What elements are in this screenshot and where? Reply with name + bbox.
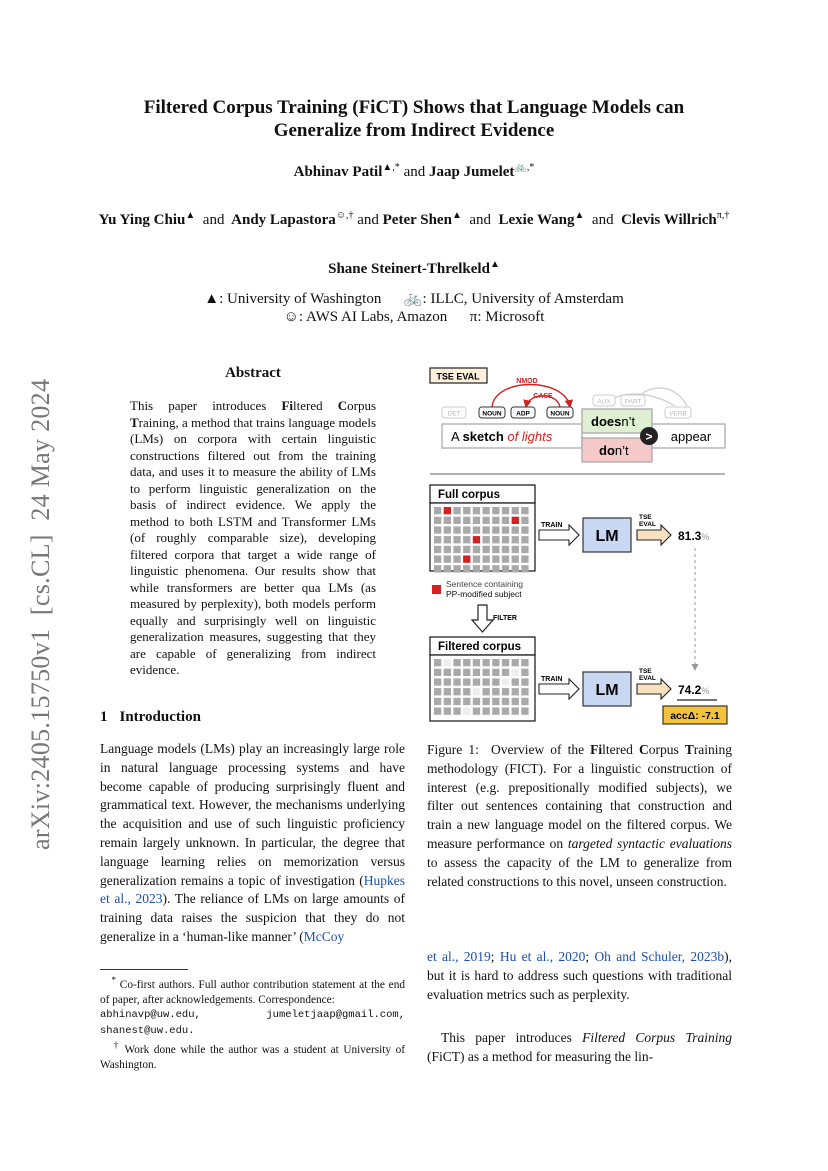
corpus-cell bbox=[453, 688, 460, 695]
corpus-cell bbox=[473, 507, 480, 514]
corpus-cell bbox=[463, 565, 470, 572]
author-name: Shane Steinert-Threlkeld bbox=[328, 261, 490, 277]
abstract-bold-t: T bbox=[130, 414, 139, 430]
corpus-cell bbox=[512, 565, 519, 572]
corpus-cell bbox=[483, 669, 490, 676]
good-verb-rest: n’t bbox=[621, 414, 636, 429]
abstract-bold-c: C bbox=[337, 398, 348, 413]
corpus-cell bbox=[502, 507, 509, 514]
author-sup: ▲ bbox=[451, 210, 462, 221]
corpus-cell bbox=[483, 688, 490, 695]
good-verb-bold: does bbox=[591, 414, 622, 429]
footnote-2 bbox=[100, 1039, 405, 1073]
corpus-cell bbox=[502, 659, 509, 666]
caption-text: orpus bbox=[648, 742, 685, 757]
corpus-cell bbox=[512, 708, 519, 715]
caption-text: raining methodology (FICT). For a linguistic construction of interest (e.g. prepositionally modified subjects), we filter out sentences containing that construction and train a new language model on the filtered corpus. We measure performance on bbox=[427, 742, 733, 851]
paper-title bbox=[0, 96, 828, 142]
corpus-cell bbox=[463, 546, 470, 553]
corpus-cell bbox=[492, 708, 499, 715]
corpus-cell bbox=[521, 546, 528, 553]
sentence-text bbox=[451, 429, 553, 444]
corpus-cell bbox=[492, 669, 499, 676]
corpus-cell bbox=[502, 536, 509, 543]
corpus-cell bbox=[444, 708, 451, 715]
corpus-cell bbox=[512, 556, 519, 563]
tse-arrow-bottom bbox=[637, 679, 671, 699]
author-name: Jaap Jumelet bbox=[428, 164, 515, 180]
author-sup: π,† bbox=[716, 210, 730, 221]
corpus-cell bbox=[521, 556, 528, 563]
corpus-cell bbox=[502, 698, 509, 705]
corpus-cell bbox=[483, 536, 490, 543]
corpus-cell bbox=[512, 659, 519, 666]
figure-caption bbox=[427, 741, 732, 891]
full-corpus-label: Full corpus bbox=[438, 489, 500, 501]
corpus-cell bbox=[463, 507, 470, 514]
author-name: Abhinav Patil bbox=[293, 164, 383, 180]
bad-verb-bold: do bbox=[599, 443, 615, 458]
corpus-cell bbox=[521, 669, 528, 676]
corpus-cell bbox=[434, 678, 441, 685]
citation-link[interactable]: Hupkes et al., 2023 bbox=[100, 872, 405, 907]
email-link[interactable]: jumeletjaap@gmail.com, bbox=[266, 1008, 405, 1021]
corpus-cell bbox=[483, 659, 490, 666]
corpus-cell bbox=[473, 678, 480, 685]
corpus-cell-filtered-sentence bbox=[473, 536, 480, 543]
corpus-cell bbox=[463, 526, 470, 533]
caption-bold-c: C bbox=[638, 742, 649, 757]
score-full bbox=[678, 529, 709, 543]
corpus-cell bbox=[483, 517, 490, 524]
right-col-paragraph-1 bbox=[427, 948, 732, 1004]
score-filtered-value: 74.2 bbox=[678, 683, 702, 697]
pos-tag-part-label: PART bbox=[624, 398, 642, 406]
corpus-cell bbox=[512, 526, 519, 533]
author-sup: ☺,† bbox=[335, 210, 354, 221]
corpus-cell bbox=[521, 536, 528, 543]
corpus-cell bbox=[512, 507, 519, 514]
and-word: and bbox=[202, 212, 225, 228]
right-col-paragraph-2 bbox=[427, 1029, 732, 1067]
corpus-cell bbox=[444, 517, 451, 524]
corpus-cell bbox=[453, 669, 460, 676]
corpus-cell bbox=[473, 659, 480, 666]
train-label-bottom: TRAIN bbox=[541, 676, 563, 683]
email-row bbox=[100, 1008, 405, 1023]
tse-eval-tag-label: TSE EVAL bbox=[436, 371, 480, 382]
arxiv-id: arXiv:2405.15750v1 [cs.CL] 24 May 2024 bbox=[26, 378, 55, 850]
score-full-value: 81.3 bbox=[678, 529, 702, 543]
tse-label-top-1: TSE bbox=[639, 514, 652, 521]
lm-label-top: LM bbox=[595, 528, 619, 545]
corpus-cell bbox=[453, 678, 460, 685]
corpus-cell bbox=[492, 659, 499, 666]
legend-swatch bbox=[432, 585, 441, 594]
corpus-cell bbox=[512, 688, 519, 695]
good-verb-text bbox=[591, 414, 635, 429]
corpus-cell bbox=[453, 556, 460, 563]
body-emph: Filtered Corpus Training bbox=[582, 1030, 732, 1045]
corpus-cell bbox=[444, 688, 451, 695]
footnote-rule bbox=[100, 969, 188, 970]
body-text: ). The reliance of LMs on large amounts of training data raises the suspicion that they do not generalize in a ‘human-like manner’ ( bbox=[100, 891, 405, 944]
corpus-cell-removed bbox=[502, 678, 509, 685]
corpus-cell bbox=[502, 546, 509, 553]
corpus-cell bbox=[512, 546, 519, 553]
corpus-cell bbox=[483, 556, 490, 563]
corpus-cell bbox=[473, 556, 480, 563]
caption-text: Overview of the bbox=[478, 742, 591, 757]
corpus-cell bbox=[502, 688, 509, 695]
corpus-cell bbox=[434, 517, 441, 524]
corpus-cell-filtered-sentence bbox=[512, 517, 519, 524]
corpus-cell bbox=[521, 708, 528, 715]
pos-tag-verb-label: VERB bbox=[669, 410, 687, 418]
corpus-cell bbox=[453, 698, 460, 705]
corpus-cell bbox=[453, 517, 460, 524]
corpus-cell bbox=[453, 536, 460, 543]
abstract-text: raining, a method that trains language models (LMs) on corpora with certain linguistic constructions filtered out from the training data, and uses it to measure the ability of LMs to perform linguistic generalization on the basis of indirect evidence. We apply the method to both LSTM and Transformer LMs (of roughly comparable size), developing filtered corpora that target a wide range of linguistic phenomena. Our results show that while transformers are better qua LMs (as measured by perplexity), both models perform equally and surprisingly well on linguistic generalization measures, suggesting that they are capable of generalizing from indirect evidence. bbox=[130, 414, 376, 677]
corpus-cell bbox=[521, 659, 528, 666]
intro-paragraph bbox=[100, 740, 405, 947]
and-word: and bbox=[469, 212, 492, 228]
abstract-heading: Abstract bbox=[225, 365, 281, 381]
corpus-cell bbox=[512, 536, 519, 543]
abstract-text: This paper introduces bbox=[130, 398, 282, 413]
corpus-cell bbox=[463, 698, 470, 705]
corpus-cell bbox=[502, 517, 509, 524]
corpus-cell bbox=[444, 565, 451, 572]
figure-1-diagram bbox=[425, 362, 735, 732]
lm-label-bottom: LM bbox=[595, 682, 619, 699]
author-name: Lexie Wang bbox=[498, 212, 575, 228]
corpus-cell bbox=[453, 546, 460, 553]
corpus-cell bbox=[483, 565, 490, 572]
caption-bold-t: T bbox=[684, 742, 694, 757]
sentence-word-a: A bbox=[451, 429, 463, 444]
corpus-cell bbox=[521, 565, 528, 572]
score-full-pct: % bbox=[701, 532, 710, 542]
section-heading bbox=[100, 709, 201, 726]
corpus-cell bbox=[434, 556, 441, 563]
corpus-cell bbox=[463, 678, 470, 685]
corpus-cell bbox=[492, 546, 499, 553]
section-title: Introduction bbox=[119, 709, 201, 725]
body-text: ), but it is hard to address such questions with traditional evaluation metrics such as perplexity. bbox=[427, 949, 732, 1002]
author-sup: ▲ bbox=[185, 210, 196, 221]
corpus-cell bbox=[434, 708, 441, 715]
corpus-cell bbox=[434, 669, 441, 676]
sentence-word-sketch: sketch bbox=[462, 429, 504, 444]
corpus-cell bbox=[434, 688, 441, 695]
figure-1 bbox=[425, 362, 735, 732]
corpus-cell bbox=[502, 526, 509, 533]
corpus-cell bbox=[434, 565, 441, 572]
corpus-cell bbox=[521, 688, 528, 695]
sentence-word-of-lights: of lights bbox=[503, 429, 553, 444]
citation-link[interactable]: McCoy bbox=[303, 928, 345, 944]
body-text: (FiCT) as a method for measuring the lin- bbox=[427, 1048, 654, 1064]
filter-arrow bbox=[472, 605, 493, 632]
legend-line-2: PP-modified subject bbox=[446, 589, 522, 599]
and-word: and bbox=[357, 212, 379, 228]
footnote-mark: † bbox=[113, 1040, 121, 1051]
train-label-top: TRAIN bbox=[541, 522, 563, 529]
author-sup: ▲ bbox=[574, 210, 585, 221]
corpus-cell bbox=[473, 526, 480, 533]
corpus-cell bbox=[453, 565, 460, 572]
corpus-cell-removed bbox=[512, 669, 519, 676]
acc-delta-label: accΔ: -7.1 bbox=[670, 710, 720, 722]
author-name: Peter Shen bbox=[382, 212, 452, 228]
caption-text: to assess the capacity of the LM to generalize from related constructions to this novel, unseen construction. bbox=[427, 854, 732, 889]
corpus-cell bbox=[473, 565, 480, 572]
pos-tag-noun-1-label: NOUN bbox=[482, 410, 502, 418]
authors-row-3 bbox=[0, 259, 828, 278]
corpus-cell bbox=[521, 507, 528, 514]
corpus-cell-removed bbox=[444, 659, 451, 666]
author-name: Yu Ying Chiu bbox=[98, 212, 186, 228]
caption-emph: targeted syntactic evaluations bbox=[567, 835, 732, 851]
corpus-cell bbox=[492, 507, 499, 514]
footnotes bbox=[100, 974, 405, 1073]
corpus-cell bbox=[453, 526, 460, 533]
tse-arrow-top bbox=[637, 525, 671, 545]
corpus-cell bbox=[492, 556, 499, 563]
and-word: and bbox=[591, 212, 614, 228]
arxiv-stamp bbox=[18, 355, 58, 855]
authors-row-2 bbox=[0, 210, 828, 229]
corpus-cell bbox=[434, 526, 441, 533]
caption-text: ltered bbox=[602, 742, 639, 757]
pos-tag-noun-2-label: NOUN bbox=[550, 410, 570, 418]
corpus-cell bbox=[483, 698, 490, 705]
corpus-cell bbox=[492, 688, 499, 695]
corpus-cell bbox=[463, 517, 470, 524]
abstract-body bbox=[130, 398, 376, 679]
legend-line-1: Sentence containing bbox=[446, 579, 524, 589]
abstract-bold-fi: Fi bbox=[281, 398, 294, 413]
corpus-cell bbox=[521, 698, 528, 705]
pos-tag-det-label: DET bbox=[447, 410, 461, 418]
author-sup: 🚲,* bbox=[514, 162, 535, 173]
compare-symbol: > bbox=[645, 429, 653, 444]
pos-tag-aux-label: AUX bbox=[597, 398, 611, 406]
corpus-cell-filtered-sentence bbox=[463, 556, 470, 563]
corpus-cell bbox=[453, 708, 460, 715]
corpus-cell bbox=[463, 536, 470, 543]
corpus-cell bbox=[512, 698, 519, 705]
body-text: ; bbox=[585, 949, 595, 964]
corpus-cell bbox=[492, 517, 499, 524]
corpus-cell bbox=[434, 536, 441, 543]
author-name: Andy Lapastora bbox=[231, 212, 336, 228]
and-word: and bbox=[403, 164, 426, 180]
footnote-text: Co-first authors. Full author contribution statement at the end of paper, after acknowledgements. Correspondence: bbox=[100, 978, 405, 1006]
bad-verb-rest: n’t bbox=[614, 443, 629, 458]
corpus-cell bbox=[463, 659, 470, 666]
tse-label-bottom-1: TSE bbox=[639, 668, 652, 675]
corpus-cell bbox=[521, 517, 528, 524]
corpus-cell bbox=[444, 536, 451, 543]
corpus-cell bbox=[473, 708, 480, 715]
corpus-cell bbox=[502, 669, 509, 676]
corpus-cell bbox=[492, 526, 499, 533]
corpus-cell bbox=[483, 678, 490, 685]
case-arc-label: CASE bbox=[533, 393, 553, 400]
caption-bold-fi: Fi bbox=[590, 742, 603, 757]
corpus-cell bbox=[473, 669, 480, 676]
corpus-cell bbox=[444, 556, 451, 563]
corpus-cell-removed bbox=[473, 688, 480, 695]
corpus-cell bbox=[444, 678, 451, 685]
body-text: ; bbox=[490, 949, 500, 964]
corpus-cell-filtered-sentence bbox=[444, 507, 451, 514]
corpus-cell bbox=[453, 659, 460, 666]
corpus-cell bbox=[434, 659, 441, 666]
corpus-cell bbox=[473, 546, 480, 553]
email-link[interactable]: shanest@uw.edu. bbox=[100, 1024, 195, 1037]
score-filtered bbox=[678, 683, 709, 697]
corpus-cell bbox=[483, 526, 490, 533]
corpus-cell bbox=[463, 688, 470, 695]
corpus-cell bbox=[492, 565, 499, 572]
abstract-text: orpus bbox=[347, 398, 376, 413]
abstract-text: ltered bbox=[293, 398, 338, 413]
citation-link[interactable]: et al., 2019 bbox=[427, 949, 491, 964]
corpus-cell bbox=[434, 698, 441, 705]
tse-label-bottom-2: EVAL bbox=[639, 675, 656, 682]
corpus-cell bbox=[483, 507, 490, 514]
filtered-corpus-label: Filtered corpus bbox=[438, 641, 522, 653]
caption-label: Figure 1: bbox=[427, 742, 479, 757]
corpus-cell bbox=[453, 507, 460, 514]
corpus-cell bbox=[502, 556, 509, 563]
corpus-cell bbox=[473, 698, 480, 705]
corpus-cell bbox=[502, 565, 509, 572]
corpus-cell bbox=[444, 698, 451, 705]
footnote-1 bbox=[100, 974, 405, 1039]
corpus-cell bbox=[434, 546, 441, 553]
corpus-cell bbox=[444, 546, 451, 553]
corpus-cell bbox=[463, 669, 470, 676]
email-link[interactable]: abhinavp@uw.edu, bbox=[100, 1008, 201, 1021]
title-line-2: Generalize from Indirect Evidence bbox=[273, 120, 555, 141]
corpus-cell bbox=[483, 546, 490, 553]
pos-tag-adp-label: ADP bbox=[516, 410, 530, 418]
affiliations-line-2: ☺: AWS AI Labs, Amazon π: Microsoft bbox=[283, 309, 545, 325]
author-sup: ▲ bbox=[489, 259, 500, 270]
corpus-cell bbox=[444, 669, 451, 676]
citation-link[interactable]: Hu et al., 2020 bbox=[499, 949, 586, 964]
corpus-cell bbox=[444, 526, 451, 533]
authors-row-1 bbox=[0, 162, 828, 181]
footnote-mark: * bbox=[111, 976, 117, 986]
title-line-1: Filtered Corpus Training (FiCT) Shows that Language Models can bbox=[143, 97, 685, 118]
nmod-arc-label: NMOD bbox=[516, 378, 538, 385]
body-text: Language models (LMs) play an increasingly large role in natural language processing systems and have become capable of producing surprisingly fluent and grammatical text. However, the mechanisms underlying the acquisition and use of such linguistic proficiency remain largely unknown. In particular, the degree that language learning relies on memorization versus generalization remains a topic of investigation ( bbox=[100, 741, 405, 888]
score-filtered-pct: % bbox=[701, 686, 710, 696]
tse-label-top-2: EVAL bbox=[639, 521, 656, 528]
corpus-cell bbox=[521, 526, 528, 533]
citation-link[interactable]: Oh and Schuler, 2023b bbox=[594, 949, 725, 964]
sentence-end-word: appear bbox=[670, 429, 712, 444]
corpus-cell bbox=[521, 678, 528, 685]
bad-verb-text bbox=[599, 443, 629, 458]
corpus-cell bbox=[492, 698, 499, 705]
affiliations-line-1: ▲: University of Washington 🚲: ILLC, University of Amsterdam bbox=[204, 291, 624, 307]
corpus-cell bbox=[492, 536, 499, 543]
section-number: 1 bbox=[100, 709, 108, 725]
corpus-cell-removed bbox=[463, 708, 470, 715]
footnote-text: Work done while the author was a student at University of Washington. bbox=[100, 1043, 405, 1071]
author-sup: ▲,* bbox=[382, 162, 400, 173]
corpus-cell bbox=[512, 678, 519, 685]
body-text: This paper introduces bbox=[441, 1030, 583, 1045]
corpus-cell bbox=[473, 517, 480, 524]
corpus-cell bbox=[483, 708, 490, 715]
filter-label: FILTER bbox=[493, 615, 517, 622]
author-name: Clevis Willrich bbox=[621, 212, 717, 228]
corpus-cell bbox=[502, 708, 509, 715]
corpus-cell bbox=[434, 507, 441, 514]
corpus-cell bbox=[492, 678, 499, 685]
